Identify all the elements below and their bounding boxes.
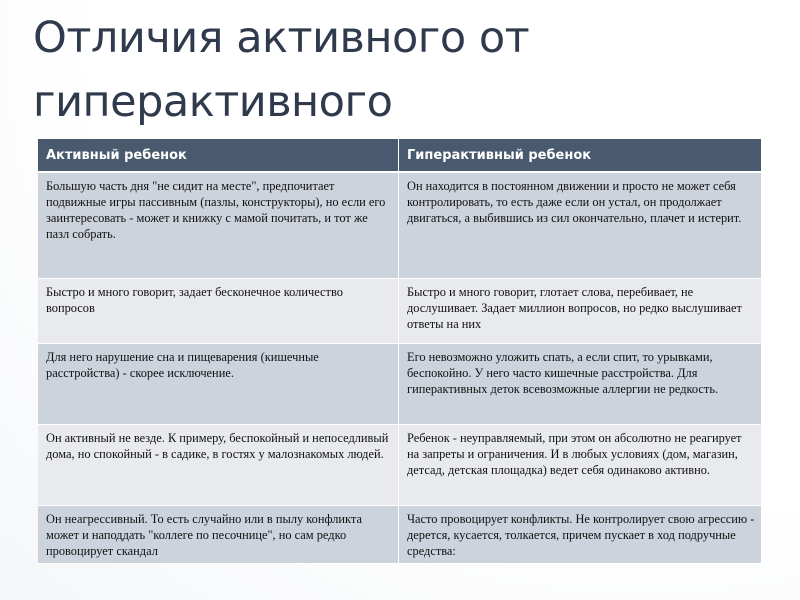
header-active-child: Активный ребенок	[38, 139, 399, 173]
comparison-table	[38, 139, 761, 564]
title-line-1: Отличия активного от	[33, 13, 530, 63]
table-row	[38, 173, 761, 279]
title-line-2: гиперактивного	[33, 77, 393, 127]
cell-hyperactive: Ребенок - неуправляемый, при этом он абсолютно не реагирует на запреты и ограничения. И в любых условиях (дом, магазин, детсад, детская площадка) ведет себя одинаково активно.	[399, 425, 761, 506]
cell-active: Он активный не везде. К примеру, беспокойный и непоседливый дома, но спокойный - в садике, в гостях у малознакомых людей.	[38, 425, 399, 506]
cell-hyperactive: Часто провоцирует конфликты. Не контролирует свою агрессию - дерется, кусается, толкается, причем пускает в ход подручные средства:	[399, 506, 761, 564]
table-header-row	[38, 139, 761, 173]
cell-active: Для него нарушение сна и пищеварения (кишечные расстройства) - скорее исключение.	[38, 344, 399, 425]
cell-hyperactive: Его невозможно уложить спать, а если спит, то урывками, беспокойно. У него часто кишечные расстройства. Для гиперактивных деток всевозможные аллергии не редкость.	[399, 344, 761, 425]
table-row	[38, 425, 761, 506]
table-row	[38, 344, 761, 425]
cell-hyperactive: Он находится в постоянном движении и просто не может себя контролировать, то есть даже если он устал, он продолжает двигаться, а выбившись из сил окончательно, плачет и истерит.	[399, 173, 761, 279]
cell-active: Он неагрессивный. То есть случайно или в пылу конфликта может и наподдать "коллеге по песочнице", но сам редко провоцирует скандал	[38, 506, 399, 564]
slide-title	[33, 6, 773, 134]
header-hyperactive-child: Гиперактивный ребенок	[399, 139, 761, 173]
cell-active: Большую часть дня "не сидит на месте", предпочитает подвижные игры пассивным (пазлы, конструкторы), но если его заинтересовать - может и книжку с мамой почитать, и тот же пазл собрать.	[38, 173, 399, 279]
cell-active: Быстро и много говорит, задает бесконечное количество вопросов	[38, 279, 399, 344]
cell-hyperactive: Быстро и много говорит, глотает слова, перебивает, не дослушивает. Задает миллион вопросов, но редко выслушивает ответы на них	[399, 279, 761, 344]
table-row	[38, 506, 761, 564]
comparison-table-container	[38, 139, 761, 569]
table-row	[38, 279, 761, 344]
